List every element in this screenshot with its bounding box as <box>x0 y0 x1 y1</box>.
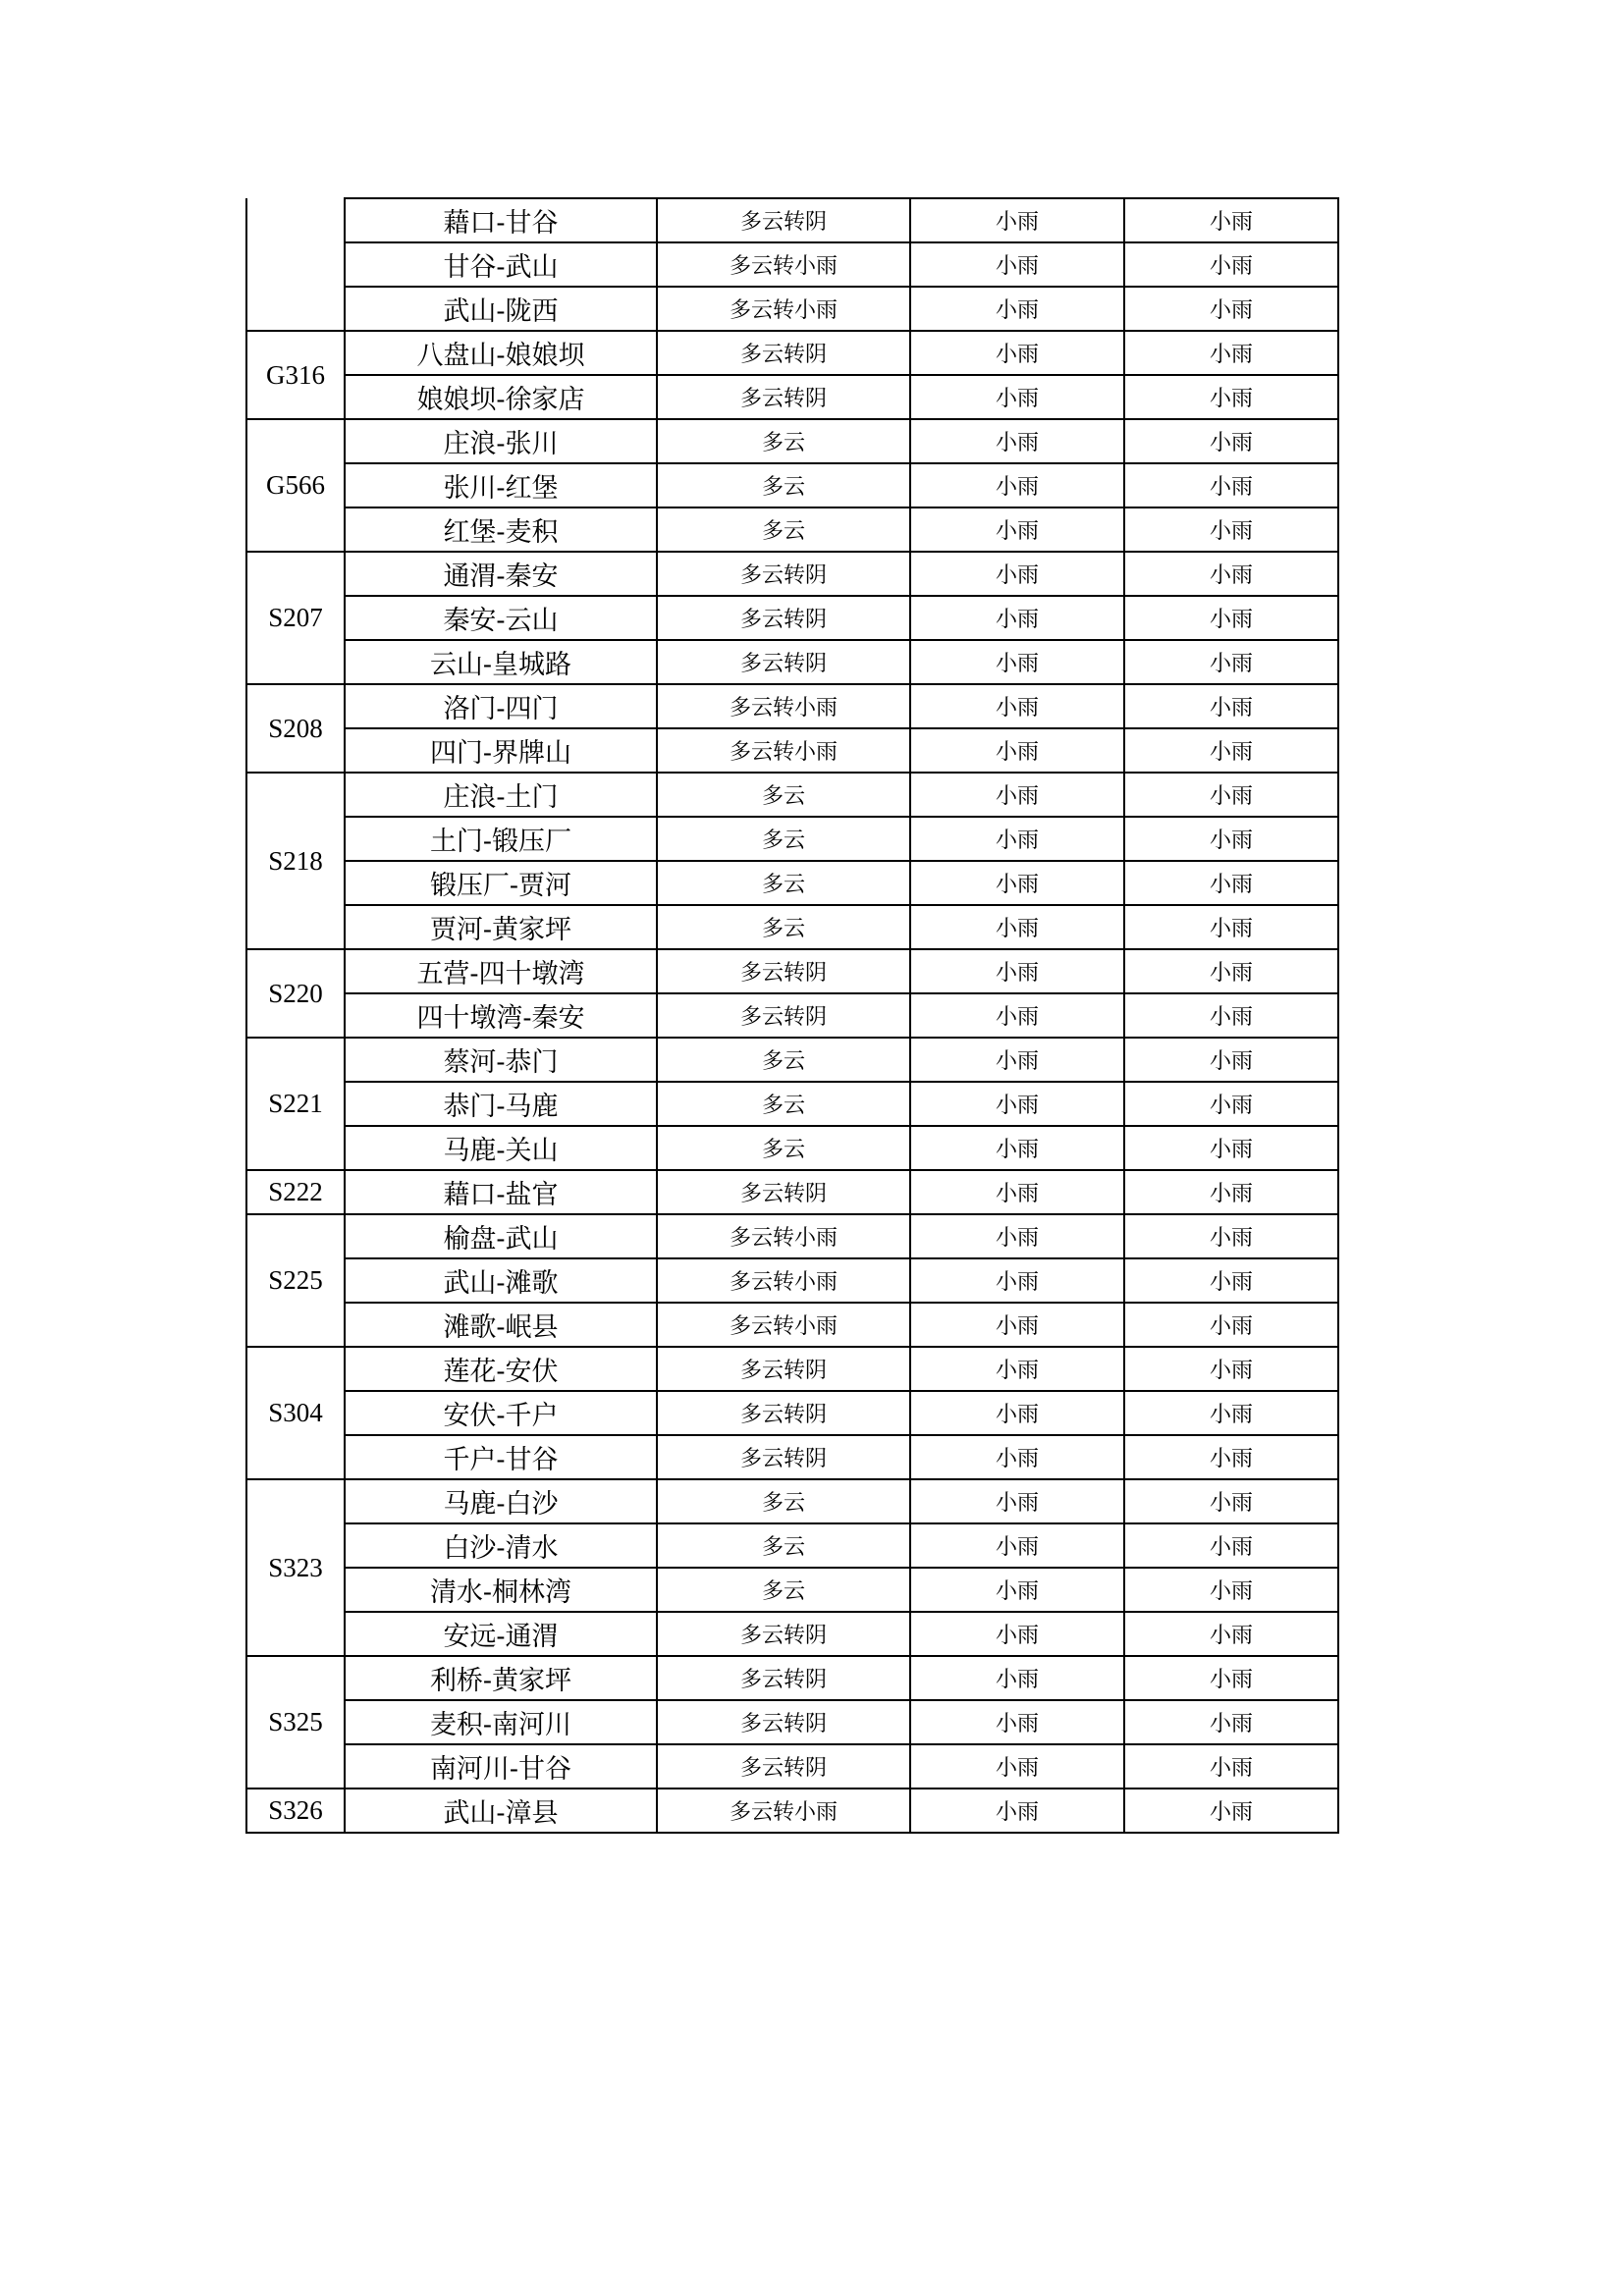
road-segment-cell: 秦安-云山 <box>345 596 657 640</box>
road-code-cell: S222 <box>246 1170 345 1214</box>
road-weather-table <box>245 197 1339 1834</box>
table-row <box>246 1391 1338 1435</box>
road-code-cell: G566 <box>246 419 345 552</box>
table-row <box>246 1347 1338 1391</box>
table-row <box>246 596 1338 640</box>
table-row <box>246 905 1338 949</box>
road-segment-cell: 武山-滩歌 <box>345 1258 657 1303</box>
road-segment-cell: 庄浪-张川 <box>345 419 657 463</box>
weather-period-1-cell: 多云 <box>657 773 910 817</box>
weather-period-2-cell: 小雨 <box>910 640 1124 684</box>
road-code-cell: S304 <box>246 1347 345 1479</box>
road-segment-cell: 藉口-甘谷 <box>345 198 657 242</box>
road-code-cell <box>246 198 345 331</box>
road-segment-cell: 庄浪-土门 <box>345 773 657 817</box>
weather-period-2-cell: 小雨 <box>910 1700 1124 1744</box>
road-code-cell: S208 <box>246 684 345 773</box>
road-segment-cell: 娘娘坝-徐家店 <box>345 375 657 419</box>
weather-period-3-cell: 小雨 <box>1124 1568 1338 1612</box>
weather-period-1-cell: 多云 <box>657 1479 910 1523</box>
road-segment-cell: 甘谷-武山 <box>345 242 657 287</box>
weather-period-2-cell: 小雨 <box>910 1656 1124 1700</box>
weather-period-1-cell: 多云转阴 <box>657 1391 910 1435</box>
weather-period-2-cell: 小雨 <box>910 331 1124 375</box>
road-code-cell: S221 <box>246 1038 345 1170</box>
weather-period-3-cell: 小雨 <box>1124 287 1338 331</box>
weather-period-3-cell: 小雨 <box>1124 993 1338 1038</box>
table-row <box>246 1523 1338 1568</box>
weather-period-1-cell: 多云转阴 <box>657 949 910 993</box>
weather-period-3-cell: 小雨 <box>1124 1258 1338 1303</box>
table-row <box>246 1700 1338 1744</box>
table-row <box>246 684 1338 728</box>
weather-period-3-cell: 小雨 <box>1124 1082 1338 1126</box>
weather-period-3-cell: 小雨 <box>1124 596 1338 640</box>
weather-period-2-cell: 小雨 <box>910 684 1124 728</box>
weather-period-1-cell: 多云转小雨 <box>657 1214 910 1258</box>
weather-period-1-cell: 多云转小雨 <box>657 728 910 773</box>
table-row <box>246 507 1338 552</box>
weather-period-1-cell: 多云 <box>657 817 910 861</box>
weather-period-2-cell: 小雨 <box>910 596 1124 640</box>
road-segment-cell: 南河川-甘谷 <box>345 1744 657 1789</box>
weather-period-3-cell: 小雨 <box>1124 905 1338 949</box>
table-row <box>246 419 1338 463</box>
table-row <box>246 1744 1338 1789</box>
road-segment-cell: 土门-锻压厂 <box>345 817 657 861</box>
road-segment-cell: 八盘山-娘娘坝 <box>345 331 657 375</box>
road-code-cell: S220 <box>246 949 345 1038</box>
weather-period-3-cell: 小雨 <box>1124 1479 1338 1523</box>
road-code-cell: S323 <box>246 1479 345 1656</box>
table-row <box>246 1479 1338 1523</box>
weather-period-3-cell: 小雨 <box>1124 1126 1338 1170</box>
weather-period-3-cell: 小雨 <box>1124 861 1338 905</box>
weather-period-1-cell: 多云 <box>657 1126 910 1170</box>
road-code-cell: G316 <box>246 331 345 419</box>
weather-period-2-cell: 小雨 <box>910 1214 1124 1258</box>
weather-period-2-cell: 小雨 <box>910 728 1124 773</box>
weather-period-1-cell: 多云 <box>657 1568 910 1612</box>
table-row <box>246 1656 1338 1700</box>
table-row <box>246 552 1338 596</box>
road-segment-cell: 通渭-秦安 <box>345 552 657 596</box>
weather-period-2-cell: 小雨 <box>910 1523 1124 1568</box>
table-row <box>246 287 1338 331</box>
weather-period-1-cell: 多云转阴 <box>657 552 910 596</box>
weather-period-1-cell: 多云转阴 <box>657 1656 910 1700</box>
table-row <box>246 640 1338 684</box>
road-segment-cell: 蔡河-恭门 <box>345 1038 657 1082</box>
table-row <box>246 331 1338 375</box>
weather-period-3-cell: 小雨 <box>1124 728 1338 773</box>
weather-period-2-cell: 小雨 <box>910 463 1124 507</box>
weather-period-1-cell: 多云转小雨 <box>657 1789 910 1833</box>
road-segment-cell: 安远-通渭 <box>345 1612 657 1656</box>
road-segment-cell: 五营-四十墩湾 <box>345 949 657 993</box>
weather-period-1-cell: 多云转阴 <box>657 1347 910 1391</box>
road-segment-cell: 红堡-麦积 <box>345 507 657 552</box>
weather-table-body <box>246 198 1338 1833</box>
weather-period-2-cell: 小雨 <box>910 1038 1124 1082</box>
weather-period-1-cell: 多云转小雨 <box>657 242 910 287</box>
weather-period-3-cell: 小雨 <box>1124 1523 1338 1568</box>
weather-period-1-cell: 多云 <box>657 1082 910 1126</box>
table-row <box>246 1435 1338 1479</box>
road-segment-cell: 安伏-千户 <box>345 1391 657 1435</box>
weather-period-3-cell: 小雨 <box>1124 1656 1338 1700</box>
weather-period-1-cell: 多云转阴 <box>657 1612 910 1656</box>
weather-period-2-cell: 小雨 <box>910 861 1124 905</box>
table-row <box>246 1303 1338 1347</box>
weather-period-3-cell: 小雨 <box>1124 198 1338 242</box>
weather-period-2-cell: 小雨 <box>910 1435 1124 1479</box>
weather-period-1-cell: 多云 <box>657 507 910 552</box>
road-segment-cell: 马鹿-关山 <box>345 1126 657 1170</box>
weather-period-1-cell: 多云转小雨 <box>657 1303 910 1347</box>
weather-period-3-cell: 小雨 <box>1124 1612 1338 1656</box>
weather-period-2-cell: 小雨 <box>910 507 1124 552</box>
weather-period-2-cell: 小雨 <box>910 242 1124 287</box>
weather-period-2-cell: 小雨 <box>910 1347 1124 1391</box>
road-segment-cell: 麦积-南河川 <box>345 1700 657 1744</box>
road-segment-cell: 恭门-马鹿 <box>345 1082 657 1126</box>
road-segment-cell: 四十墩湾-秦安 <box>345 993 657 1038</box>
weather-period-1-cell: 多云转阴 <box>657 596 910 640</box>
weather-period-1-cell: 多云转阴 <box>657 331 910 375</box>
road-segment-cell: 千户-甘谷 <box>345 1435 657 1479</box>
table-row <box>246 993 1338 1038</box>
table-row <box>246 1789 1338 1833</box>
weather-period-2-cell: 小雨 <box>910 817 1124 861</box>
weather-period-3-cell: 小雨 <box>1124 1789 1338 1833</box>
road-code-cell: S225 <box>246 1214 345 1347</box>
weather-period-1-cell: 多云转阴 <box>657 640 910 684</box>
weather-period-3-cell: 小雨 <box>1124 331 1338 375</box>
weather-period-2-cell: 小雨 <box>910 1789 1124 1833</box>
weather-period-1-cell: 多云转阴 <box>657 1435 910 1479</box>
table-row <box>246 861 1338 905</box>
weather-period-2-cell: 小雨 <box>910 1126 1124 1170</box>
weather-period-2-cell: 小雨 <box>910 419 1124 463</box>
table-row <box>246 949 1338 993</box>
weather-period-2-cell: 小雨 <box>910 198 1124 242</box>
road-segment-cell: 滩歌-岷县 <box>345 1303 657 1347</box>
weather-period-2-cell: 小雨 <box>910 1479 1124 1523</box>
road-segment-cell: 武山-陇西 <box>345 287 657 331</box>
table-row <box>246 375 1338 419</box>
weather-period-1-cell: 多云转阴 <box>657 993 910 1038</box>
weather-period-3-cell: 小雨 <box>1124 507 1338 552</box>
road-segment-cell: 白沙-清水 <box>345 1523 657 1568</box>
road-segment-cell: 锻压厂-贾河 <box>345 861 657 905</box>
road-segment-cell: 洛门-四门 <box>345 684 657 728</box>
weather-period-3-cell: 小雨 <box>1124 1303 1338 1347</box>
road-segment-cell: 马鹿-白沙 <box>345 1479 657 1523</box>
weather-period-3-cell: 小雨 <box>1124 1038 1338 1082</box>
weather-period-3-cell: 小雨 <box>1124 463 1338 507</box>
road-code-cell: S326 <box>246 1789 345 1833</box>
table-row <box>246 1170 1338 1214</box>
weather-period-1-cell: 多云转小雨 <box>657 684 910 728</box>
road-segment-cell: 贾河-黄家坪 <box>345 905 657 949</box>
weather-period-1-cell: 多云转小雨 <box>657 287 910 331</box>
weather-period-1-cell: 多云转阴 <box>657 1744 910 1789</box>
weather-period-2-cell: 小雨 <box>910 773 1124 817</box>
weather-period-3-cell: 小雨 <box>1124 817 1338 861</box>
table-row <box>246 1258 1338 1303</box>
weather-period-3-cell: 小雨 <box>1124 640 1338 684</box>
road-segment-cell: 莲花-安伏 <box>345 1347 657 1391</box>
weather-period-1-cell: 多云 <box>657 1523 910 1568</box>
weather-period-2-cell: 小雨 <box>910 949 1124 993</box>
weather-period-3-cell: 小雨 <box>1124 1391 1338 1435</box>
weather-period-3-cell: 小雨 <box>1124 773 1338 817</box>
road-segment-cell: 张川-红堡 <box>345 463 657 507</box>
weather-period-1-cell: 多云转阴 <box>657 1170 910 1214</box>
weather-period-2-cell: 小雨 <box>910 552 1124 596</box>
road-segment-cell: 四门-界牌山 <box>345 728 657 773</box>
table-row <box>246 198 1338 242</box>
weather-period-2-cell: 小雨 <box>910 1612 1124 1656</box>
road-code-cell: S207 <box>246 552 345 684</box>
road-segment-cell: 武山-漳县 <box>345 1789 657 1833</box>
weather-period-1-cell: 多云 <box>657 419 910 463</box>
weather-period-3-cell: 小雨 <box>1124 1435 1338 1479</box>
table-row <box>246 1568 1338 1612</box>
weather-period-3-cell: 小雨 <box>1124 242 1338 287</box>
weather-period-2-cell: 小雨 <box>910 1568 1124 1612</box>
weather-period-3-cell: 小雨 <box>1124 375 1338 419</box>
table-row <box>246 242 1338 287</box>
table-row <box>246 1082 1338 1126</box>
table-row <box>246 773 1338 817</box>
weather-period-2-cell: 小雨 <box>910 375 1124 419</box>
weather-period-2-cell: 小雨 <box>910 1744 1124 1789</box>
road-segment-cell: 利桥-黄家坪 <box>345 1656 657 1700</box>
weather-period-1-cell: 多云 <box>657 1038 910 1082</box>
weather-period-1-cell: 多云转小雨 <box>657 1258 910 1303</box>
weather-period-1-cell: 多云转阴 <box>657 1700 910 1744</box>
weather-period-3-cell: 小雨 <box>1124 1700 1338 1744</box>
weather-period-1-cell: 多云转阴 <box>657 198 910 242</box>
table-row <box>246 728 1338 773</box>
weather-period-1-cell: 多云转阴 <box>657 375 910 419</box>
weather-period-3-cell: 小雨 <box>1124 1347 1338 1391</box>
weather-period-1-cell: 多云 <box>657 905 910 949</box>
road-segment-cell: 榆盘-武山 <box>345 1214 657 1258</box>
weather-period-2-cell: 小雨 <box>910 993 1124 1038</box>
road-segment-cell: 云山-皇城路 <box>345 640 657 684</box>
road-segment-cell: 清水-桐林湾 <box>345 1568 657 1612</box>
weather-period-1-cell: 多云 <box>657 463 910 507</box>
weather-period-3-cell: 小雨 <box>1124 419 1338 463</box>
weather-period-3-cell: 小雨 <box>1124 949 1338 993</box>
weather-period-3-cell: 小雨 <box>1124 684 1338 728</box>
table-row <box>246 463 1338 507</box>
road-code-cell: S218 <box>246 773 345 949</box>
weather-period-2-cell: 小雨 <box>910 1082 1124 1126</box>
road-code-cell: S325 <box>246 1656 345 1789</box>
table-row <box>246 817 1338 861</box>
weather-period-3-cell: 小雨 <box>1124 1744 1338 1789</box>
weather-period-3-cell: 小雨 <box>1124 1214 1338 1258</box>
weather-period-1-cell: 多云 <box>657 861 910 905</box>
weather-period-2-cell: 小雨 <box>910 1170 1124 1214</box>
weather-period-2-cell: 小雨 <box>910 1391 1124 1435</box>
weather-period-2-cell: 小雨 <box>910 905 1124 949</box>
weather-period-3-cell: 小雨 <box>1124 1170 1338 1214</box>
weather-period-2-cell: 小雨 <box>910 287 1124 331</box>
weather-period-2-cell: 小雨 <box>910 1303 1124 1347</box>
table-row <box>246 1126 1338 1170</box>
table-row <box>246 1612 1338 1656</box>
table-row <box>246 1038 1338 1082</box>
table-row <box>246 1214 1338 1258</box>
road-segment-cell: 藉口-盐官 <box>345 1170 657 1214</box>
weather-period-3-cell: 小雨 <box>1124 552 1338 596</box>
weather-period-2-cell: 小雨 <box>910 1258 1124 1303</box>
